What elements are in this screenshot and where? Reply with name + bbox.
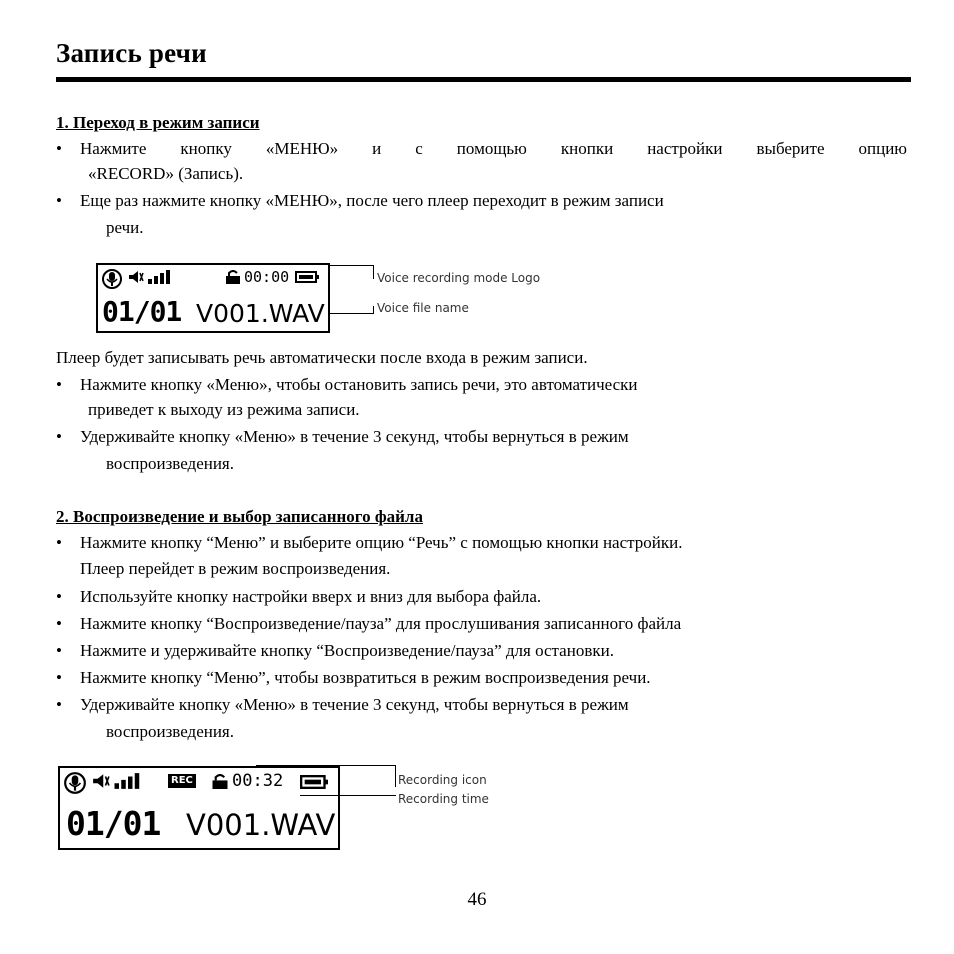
lock-icon (210, 774, 230, 789)
s2-bullet1-line1: Нажмите кнопку “Меню” и выберите опцию “Речь” с помощью кнопки настройки. (80, 533, 683, 552)
callout-line (300, 795, 396, 796)
microphone-icon (63, 771, 87, 795)
callout-line (330, 265, 374, 266)
volume-level-icon (128, 269, 176, 285)
callout-line (328, 313, 374, 314)
bullet: • (56, 641, 62, 660)
page-number: 46 (467, 889, 487, 910)
callout-filename-label: Voice file name (377, 301, 469, 315)
lock-icon (224, 270, 242, 284)
microphone-icon (101, 268, 123, 290)
track-counter: 01/01 (102, 295, 182, 328)
s1-bullet4-line2: воспроизведения. (106, 454, 234, 473)
voice-playback-screen (58, 766, 340, 850)
s1-paragraph: Плеер будет записывать речь автоматически после входа в режим записи. (56, 348, 588, 367)
file-name: V001.WAV (196, 299, 325, 328)
page-title: Запись речи (56, 38, 207, 68)
callout-recording-icon-label: Recording icon (398, 773, 487, 787)
battery-icon (295, 271, 319, 283)
bullet: • (56, 533, 62, 552)
elapsed-time: 00:00 (244, 268, 290, 286)
track-counter: 01/01 (66, 804, 161, 843)
callout-logo-label: Voice recording mode Logo (377, 271, 541, 285)
s1-bullet1-line1: Нажмите кнопку «МЕНЮ» и с помощью кнопки настройки выберите опцию (80, 139, 907, 158)
bullet: • (56, 375, 62, 394)
battery-icon (300, 775, 328, 789)
s2-bullet6-line1: Удерживайте кнопку «Меню» в течение 3 секунд, чтобы вернуться в режим (80, 695, 629, 714)
bullet: • (56, 191, 62, 210)
bullet: • (56, 139, 62, 158)
s1-bullet4-line1: Удерживайте кнопку «Меню» в течение 3 секунд, чтобы вернуться в режим (80, 427, 629, 446)
voice-record-screen (96, 263, 330, 333)
bullet: • (56, 668, 62, 687)
recording-time: 00:32 (232, 771, 284, 791)
callout-line (373, 306, 374, 314)
bullet: • (56, 587, 62, 606)
s1-bullet2-line2: речи. (106, 218, 144, 237)
s1-bullet2-line1: Еще раз нажмите кнопку «МЕНЮ», после чего плеер переходит в режим записи (80, 191, 664, 210)
section-1-heading: 1. Переход в режим записи (56, 113, 260, 132)
rec-badge: REC (168, 774, 196, 788)
file-name: V001.WAV (186, 808, 336, 842)
s2-bullet2: Используйте кнопку настройки вверх и вниз для выбора файла. (80, 587, 542, 606)
bullet: • (56, 427, 62, 446)
s2-bullet6-line2: воспроизведения. (106, 722, 234, 741)
volume-level-icon (92, 772, 146, 790)
s1-bullet1-line2: «RECORD» (Запись). (88, 164, 244, 183)
bullet: • (56, 614, 62, 633)
callout-line (395, 765, 396, 787)
s2-bullet3: Нажмите кнопку “Воспроизведение/пауза” для прослушивания записанного файла (80, 614, 682, 633)
s1-bullet3-line2: приведет к выходу из режима записи. (88, 400, 360, 419)
callout-line (373, 265, 374, 279)
callout-recording-time-label: Recording time (398, 792, 489, 806)
section-2-heading: 2. Воспроизведение и выбор записанного файла (56, 507, 423, 526)
s2-bullet5: Нажмите кнопку “Меню”, чтобы возвратиться в режим воспроизведения речи. (80, 668, 651, 687)
bullet: • (56, 695, 62, 714)
s1-bullet3-line1: Нажмите кнопку «Меню», чтобы остановить запись речи, это автоматически (80, 375, 638, 394)
title-rule (56, 77, 911, 82)
s2-bullet4: Нажмите и удерживайте кнопку “Воспроизведение/пауза” для остановки. (80, 641, 614, 660)
s2-bullet1-line2: Плеер перейдет в режим воспроизведения. (80, 559, 391, 578)
callout-line (256, 765, 396, 766)
